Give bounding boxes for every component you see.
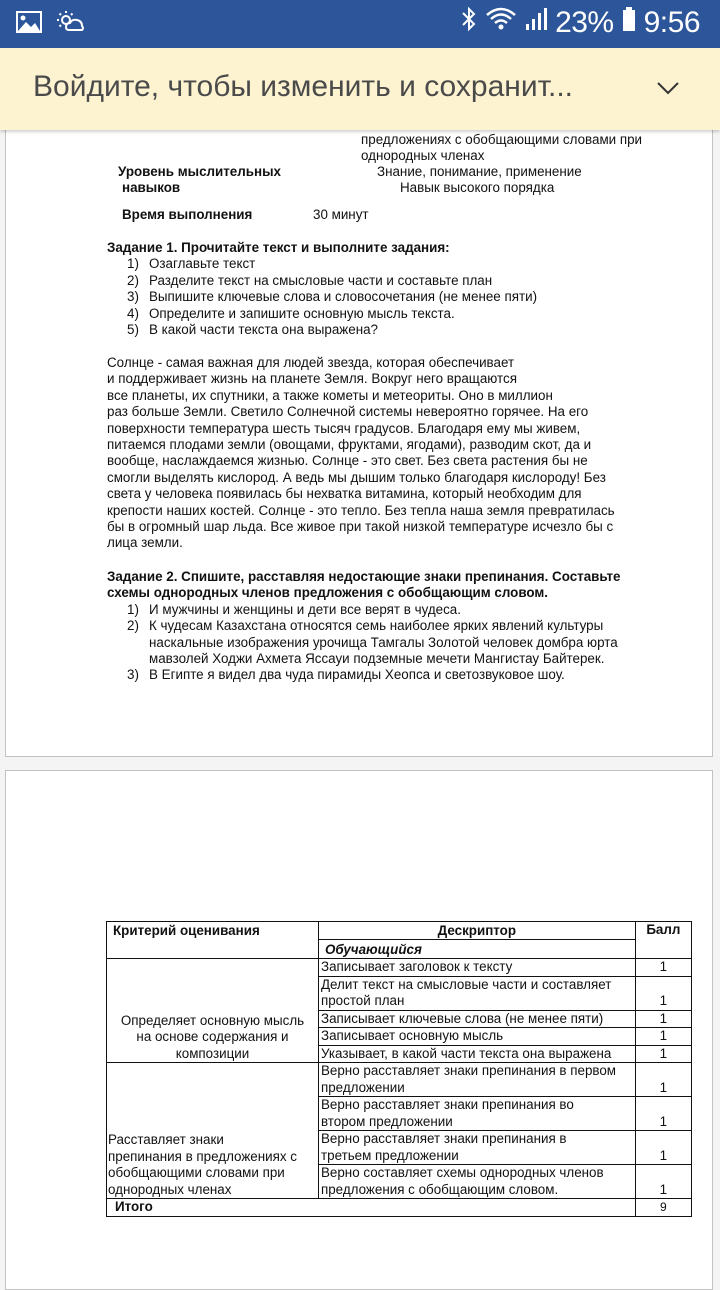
battery-icon [622, 6, 636, 40]
task-1-item [107, 322, 537, 338]
passage-line: вообще, наслаждаемся жизнью. Солнце - это свет. Без света растения бы не [107, 453, 588, 469]
item-number: 2) [127, 272, 139, 288]
passage-line: смогли выделять кислород. А ведь мы дышим только благодаря кислороду! Без [107, 469, 606, 485]
item-number: 3) [127, 667, 139, 683]
item-text: Выпишите ключевые слова и словосочетания (не менее пяти) [149, 289, 538, 305]
descriptor-line: Верно расставляет знаки препинания в [320, 1131, 567, 1146]
banner-message: Войдите, чтобы изменить и сохранит... [33, 70, 574, 103]
skills-label-line: Уровень мыслительных [118, 164, 281, 179]
score-cell: 1 [635, 1131, 691, 1165]
sign-in-banner[interactable] [0, 48, 720, 130]
passage-line: раз больше Земли. Светило Солнечной системы невероятно горячее. На его [107, 404, 589, 420]
item-number: 4) [127, 305, 139, 321]
descriptor-cell [318, 1131, 635, 1165]
task-1-list [107, 256, 537, 338]
table-row [107, 959, 692, 977]
header-descriptor: Дескриптор [318, 922, 635, 940]
score-cell: 1 [635, 1097, 691, 1131]
task-1-item [107, 256, 537, 272]
passage-line: питаемся плодами земли (овощами, фруктами, ягодами), разводим скот, да и [107, 437, 592, 453]
header-score: Балл [635, 922, 691, 959]
table-header-row [107, 922, 692, 940]
skills-value-line: Знание, понимание, применение [377, 164, 582, 179]
passage-line: все планеты, их спутники, а также кометы и метеориты. Оно в миллион [107, 387, 553, 403]
criterion-line: обобщающими словами при [108, 1165, 285, 1180]
skills-label-line: навыков [122, 180, 181, 196]
skills-label [118, 164, 281, 197]
status-bar [0, 0, 720, 48]
total-row [107, 1199, 692, 1217]
descriptor-line: предложения с обобщающим словом. [320, 1181, 559, 1197]
criterion-line: на основе содержания и [136, 1029, 289, 1044]
score-cell: 1 [635, 1028, 691, 1046]
signal-icon [525, 6, 547, 40]
passage-line: бы в огромный шар льда. Все живое при такой низкой температуре исчезло бы с [107, 519, 614, 535]
item-number: 5) [127, 322, 139, 338]
passage-line: света у человека появилась бы нехватка витамина, который необходим для [107, 486, 582, 502]
descriptor-cell: Записывает заголовок к тексту [318, 959, 635, 977]
goal-tail-line: однородных членах [361, 148, 485, 164]
header-criterion: Критерий оценивания [107, 922, 319, 959]
item-number: 1) [127, 256, 139, 272]
item-text: И мужчины и женщины и дети все верят в чудеса. [149, 601, 461, 617]
descriptor-line: Делит текст на смысловые части и составляет [320, 976, 612, 992]
reading-passage [107, 355, 615, 552]
task-1-item [107, 306, 537, 322]
total-label: Итого [107, 1199, 636, 1217]
descriptor-cell [318, 1097, 635, 1131]
task-2 [107, 569, 620, 684]
criterion-line: композиции [175, 1045, 250, 1061]
item-text: В Египте я видел два чуда пирамиды Хеопса и светозвуковое шоу. [149, 667, 565, 683]
descriptor-line: Верно расставляет знаки препинания во [320, 1097, 574, 1112]
task-2-item [107, 667, 620, 683]
descriptor-line: Верно составляет схемы однородных членов [320, 1165, 604, 1180]
time-label: Время выполнения [122, 207, 253, 222]
goal-tail-line: предложениях с обобщающими словами при [361, 132, 643, 147]
wifi-icon [485, 6, 517, 40]
goal-tail [361, 132, 642, 165]
item-text: Определите и запишите основную мысль текста. [149, 305, 455, 321]
descriptor-cell [318, 976, 635, 1010]
skills-value [377, 164, 582, 197]
document-page-1 [5, 110, 713, 757]
task-1-item [107, 273, 537, 289]
document-page-2 [5, 770, 713, 1290]
item-number: 2) [127, 618, 139, 634]
item-text: Озаглавьте текст [149, 256, 256, 272]
descriptor-cell: Указывает, в какой части текста она выражена [318, 1045, 635, 1063]
passage-line: и поддерживает жизнь на планете Земля. Вокруг него вращаются [107, 371, 517, 387]
descriptor-line: предложении [320, 1079, 405, 1095]
item-number: 1) [127, 601, 139, 617]
weather-icon [56, 10, 86, 39]
item-text: К чудесам Казахстана относятся семь наиболее ярких явлений культуры [149, 618, 604, 634]
descriptor-line: простой план [320, 993, 405, 1008]
descriptor-cell [318, 1063, 635, 1097]
score-cell: 1 [635, 976, 691, 1010]
item-text: В какой части текста она выражена? [149, 322, 378, 338]
passage-line: поверхности температура шесть тысяч градусов. Благодаря ему мы живем, [107, 420, 581, 436]
descriptor-line: втором предложении [320, 1113, 453, 1129]
criterion-line: препинания в предложениях с [108, 1148, 297, 1164]
bluetooth-icon [461, 6, 477, 40]
task-2-item [107, 602, 620, 618]
descriptor-cell: Записывает ключевые слова (не менее пяти) [318, 1010, 635, 1028]
item-text: Разделите текст на смысловые части и составьте план [149, 272, 493, 288]
chevron-down-icon[interactable] [656, 76, 680, 100]
total-value: 9 [635, 1199, 691, 1217]
score-cell: 1 [635, 1045, 691, 1063]
passage-line: лица земли. [107, 535, 183, 551]
task-1-item [107, 289, 537, 305]
header-learner: Обучающийся [318, 940, 635, 959]
score-cell: 1 [635, 1165, 691, 1199]
passage-line: крепости наших костей. Солнце - это тепло. Без тепла наша земля превратилась [107, 502, 615, 518]
score-cell: 1 [635, 959, 691, 977]
item-number: 3) [127, 289, 139, 305]
assessment-rubric-table [106, 921, 692, 1217]
criterion-cell [107, 959, 319, 1063]
table-row [107, 1063, 692, 1097]
descriptor-cell: Записывает основную мысль [318, 1028, 635, 1046]
clock: 9:56 [643, 6, 700, 39]
criterion-line: Расставляет знаки [108, 1132, 224, 1147]
task-1 [107, 240, 537, 338]
item-text: наскальные изображения урочища Тамгалы Золотой человек домбра юрта [149, 634, 618, 650]
battery-percent: 23% [555, 6, 614, 39]
task-2-item [107, 618, 620, 667]
score-cell: 1 [635, 1010, 691, 1028]
item-text: мавзолей Ходжи Ахмета Яссауи подземные мечети Мангистау Байтерек. [149, 651, 605, 667]
time-value: 30 минут [313, 207, 369, 222]
score-cell: 1 [635, 1063, 691, 1097]
task-2-list [107, 602, 620, 684]
descriptor-line: Верно расставляет знаки препинания в первом [320, 1063, 617, 1078]
task-1-title: Задание 1. Прочитайте текст и выполните задания: [107, 240, 450, 255]
skills-value-line: Навык высокого порядка [400, 180, 555, 196]
criterion-line: Определяет основную мысль [120, 1012, 305, 1028]
gallery-icon [16, 11, 42, 38]
descriptor-line: третьем предложении [320, 1147, 459, 1163]
task-2-title: схемы однородных членов предложения с обобщающим словом. [107, 585, 549, 601]
passage-line: Солнце - самая важная для людей звезда, которая обеспечивает [107, 355, 515, 370]
criterion-line: однородных членах [108, 1181, 232, 1197]
criterion-cell [107, 1063, 319, 1199]
task-2-title: Задание 2. Спишите, расставляя недостающие знаки препинания. Составьте [107, 569, 621, 584]
descriptor-cell [318, 1165, 635, 1199]
